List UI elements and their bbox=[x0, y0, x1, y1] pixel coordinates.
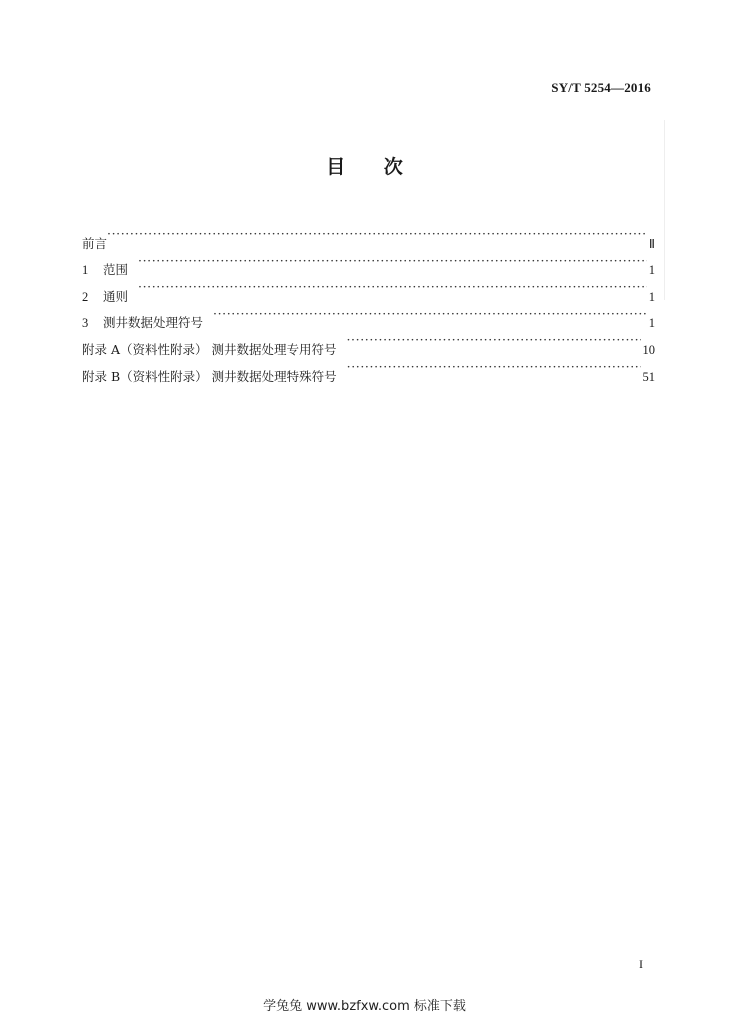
toc-leader-dots bbox=[347, 354, 641, 381]
toc-entry-scope[interactable] bbox=[82, 248, 655, 278]
toc-entry-label: 范围 bbox=[103, 262, 129, 278]
toc-entry-page: 1 bbox=[648, 289, 655, 304]
table-of-contents bbox=[82, 221, 655, 384]
standard-code: SY/T 5254—2016 bbox=[551, 80, 651, 95]
toc-entry-label: 测井数据处理符号 bbox=[103, 315, 204, 331]
toc-entry-page: 1 bbox=[648, 263, 655, 278]
toc-entry-page: 10 bbox=[642, 342, 655, 357]
toc-leader-dots bbox=[138, 248, 647, 275]
toc-leader-dots bbox=[107, 221, 647, 248]
toc-entry-general-rules[interactable] bbox=[82, 274, 655, 304]
toc-entry-number: 2 bbox=[82, 289, 89, 304]
toc-leader-dots bbox=[213, 301, 647, 328]
toc-entry-page: 51 bbox=[642, 369, 655, 384]
toc-leader-dots bbox=[138, 274, 647, 301]
toc-entry-page: Ⅱ bbox=[648, 236, 655, 251]
toc-entry-number: 3 bbox=[82, 316, 89, 331]
scan-edge-line bbox=[664, 120, 665, 300]
toc-leader-dots bbox=[346, 327, 640, 354]
toc-entry-label: 附录 B（资料性附录） 测井数据处理特殊符号 bbox=[82, 368, 337, 384]
footer-watermark: 学兔兔 www.bzfxw.com 标准下载 bbox=[263, 999, 466, 1014]
toc-entry-label: 前言 bbox=[82, 235, 108, 251]
toc-title: 目 次 bbox=[326, 156, 403, 178]
toc-entry-page: 1 bbox=[648, 316, 655, 331]
toc-entry-label: 附录 A（资料性附录） 测井数据处理专用符号 bbox=[82, 341, 337, 357]
toc-entry-symbols[interactable] bbox=[82, 301, 655, 331]
toc-entry-number: 1 bbox=[82, 263, 89, 278]
page-number: I bbox=[639, 957, 643, 971]
toc-entry-label: 通则 bbox=[103, 288, 129, 304]
toc-entry-foreword[interactable] bbox=[82, 221, 655, 251]
